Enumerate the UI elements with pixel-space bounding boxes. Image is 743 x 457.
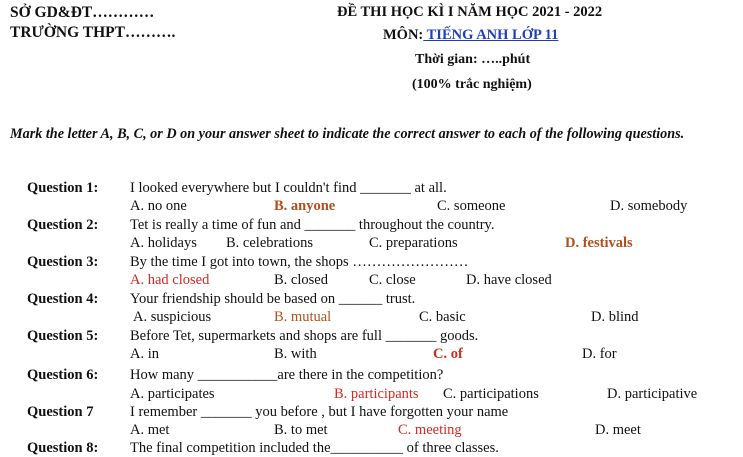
question-stem: Before Tet, supermarkets and shops are full _______ goods. — [130, 328, 479, 344]
option-d-answer: D. festivals — [565, 235, 633, 251]
question-label: Question 8: — [27, 440, 99, 456]
option-c: C. participations — [443, 386, 539, 402]
question-label: Question 4: — [27, 291, 99, 307]
option-b-answer: B. anyone — [274, 198, 336, 214]
question-stem: By the time I got into town, the shops …………………… — [130, 254, 469, 270]
exam-time: Thời gian: …..phút — [415, 52, 531, 67]
option-a: A. no one — [130, 198, 187, 214]
option-c: C. basic — [419, 309, 466, 325]
option-b: B. with — [274, 346, 317, 362]
instruction-text: Mark the letter A, B, C, or D on your answer sheet to indicate the correct answer to each of the following questions. — [10, 126, 685, 142]
exam-format: (100% trắc nghiệm) — [412, 77, 532, 92]
question-label: Question 6: — [27, 367, 99, 383]
department-header: SỞ GD&ĐT………… — [10, 4, 155, 21]
school-header: TRƯỜNG THPT………. — [10, 24, 176, 41]
option-b-answer: B. participants — [334, 386, 419, 402]
question-stem: I remember _______ you before , but I have forgotten your name — [130, 404, 509, 420]
option-d: D. somebody — [610, 198, 688, 214]
subject-prefix: MÔN: — [383, 27, 424, 43]
option-c: C. close — [369, 272, 416, 288]
option-b: B. to met — [274, 422, 328, 438]
option-a: A. participates — [130, 386, 215, 402]
question-stem: Tet is really a time of fun and _______ throughout the country. — [130, 217, 495, 233]
question-label: Question 7 — [27, 404, 94, 420]
question-label: Question 2: — [27, 217, 99, 233]
option-a: A. met — [130, 422, 170, 438]
subject-line — [383, 27, 558, 44]
option-a-answer: A. had closed — [130, 272, 210, 288]
option-b: B. celebrations — [226, 235, 313, 251]
option-c: C. someone — [437, 198, 506, 214]
option-c-answer: C. meeting — [398, 422, 462, 438]
option-c: C. preparations — [369, 235, 458, 251]
question-stem: I looked everywhere but I couldn't find _______ at all. — [130, 180, 447, 196]
option-d: D. meet — [595, 422, 641, 438]
question-stem: How many ___________are there in the competition? — [130, 367, 444, 383]
option-d: D. for — [582, 346, 617, 362]
option-b: B. closed — [274, 272, 328, 288]
option-d: D. participative — [607, 386, 698, 402]
option-d: D. blind — [591, 309, 639, 325]
question-stem: Your friendship should be based on ______ trust. — [130, 291, 416, 307]
exam-title: ĐỀ THI HỌC KÌ I NĂM HỌC 2021 - 2022 — [337, 4, 603, 20]
option-a: A. suspicious — [133, 309, 212, 325]
question-label: Question 3: — [27, 254, 99, 270]
option-c-answer: C. of — [433, 346, 463, 362]
option-b-answer: B. mutual — [274, 309, 332, 325]
question-label: Question 5: — [27, 328, 99, 344]
subject-name: TIẾNG ANH LỚP 11 — [423, 27, 559, 43]
option-a: A. holidays — [130, 235, 197, 251]
question-label: Question 1: — [27, 180, 99, 196]
option-d: D. have closed — [466, 272, 552, 288]
question-stem: The final competition included the__________ of three classes. — [130, 440, 499, 456]
option-a: A. in — [130, 346, 159, 362]
